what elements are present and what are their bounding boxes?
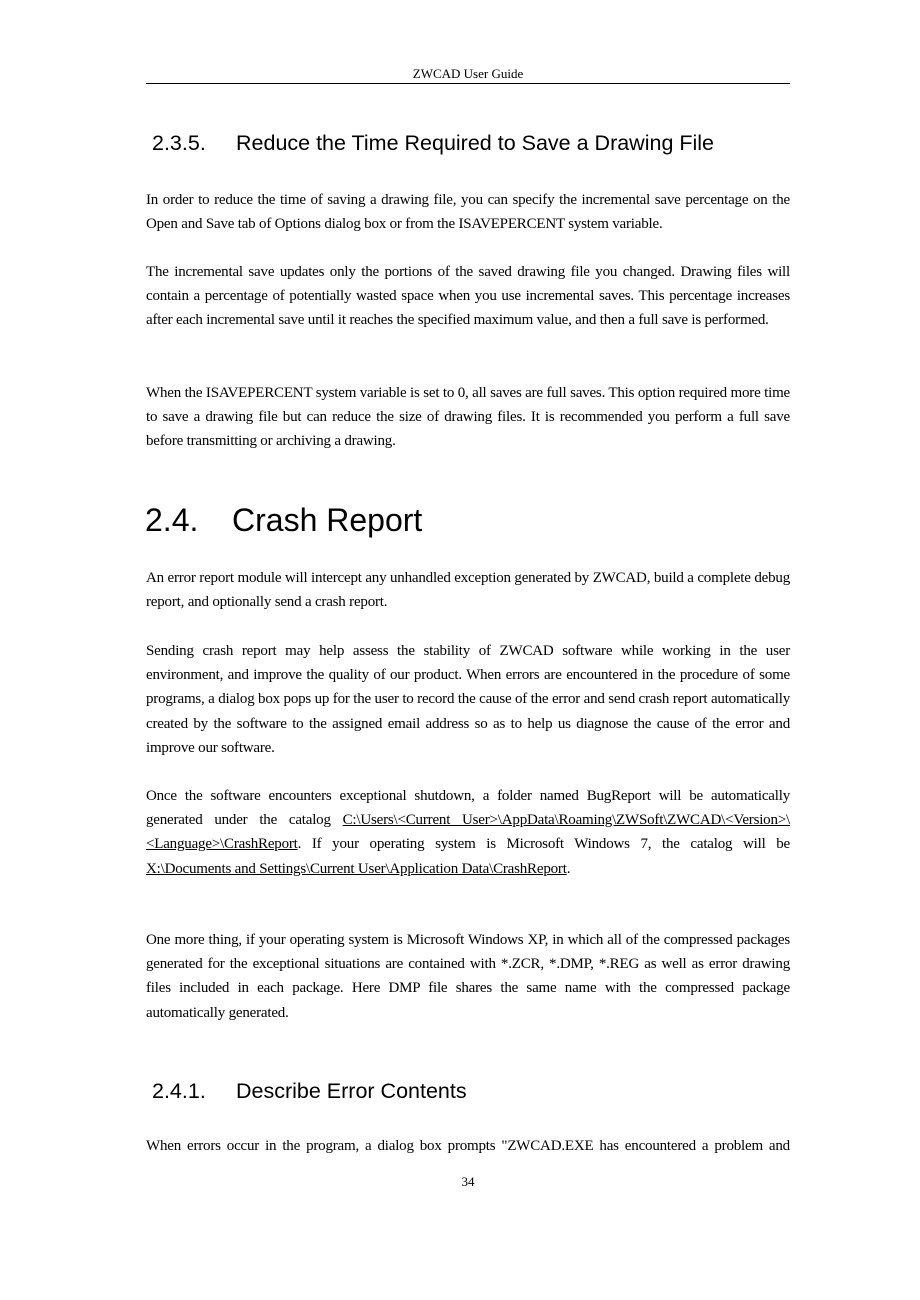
section-number: 2.4.1.	[152, 1079, 206, 1103]
paragraph: One more thing, if your operating system is Microsoft Windows XP, in which all of the compressed packages generated for the exceptional situations are contained with *.ZCR, *.DMP, *.REG as well as error drawing files included in each package. Here DMP file shares the same name with the compressed package automatically generated.	[146, 932, 790, 1021]
path-documents-settings: X:\Documents and Settings\Current User\Application Data\CrashReport	[146, 860, 567, 877]
path-windows-users: C:\Users\<Current User>\AppData\Roaming\ZWSoft\ZWCAD\<Version>\<Language>\CrashReport	[146, 812, 791, 853]
paragraph: An error report module will intercept any unhandled exception generated by ZWCAD, build a complete debug report, and optionally send a crash report.	[146, 570, 790, 611]
section-title: Describe Error Contents	[236, 1079, 467, 1103]
paragraph-crash-folder	[146, 784, 790, 881]
paragraph: When errors occur in the program, a dialog box prompts "ZWCAD.EXE has encountered a problem and	[146, 1138, 790, 1154]
text: .	[566, 860, 571, 877]
section-number: 2.4.	[145, 502, 199, 538]
running-header: ZWCAD User Guide	[412, 66, 524, 81]
paragraph: When the ISAVEPERCENT system variable is set to 0, all saves are full saves. This option required more time to save a drawing file but can reduce the size of drawing files. It is recommended you perform a full save before transmitting or archiving a drawing.	[146, 385, 790, 450]
header-rule	[146, 83, 790, 84]
section-number: 2.3.5.	[152, 131, 206, 155]
text: . If your operating system is Microsoft Windows 7, the catalog will be	[297, 836, 790, 853]
paragraph: In order to reduce the time of saving a drawing file, you can specify the incremental save percentage on the Open and Save tab of Options dialog box or from the ISAVEPERCENT system variable.	[146, 192, 790, 233]
text: Once the software encounters exceptional shutdown, a folder named BugReport will be automatically generated under the catalog	[146, 788, 790, 829]
paragraph: The incremental save updates only the portions of the saved drawing file you changed. Drawing files will contain a percentage of potentially wasted space when you use incremental saves. This percentage increases after each incremental save until it reaches the specified maximum value, and then a full save is performed.	[146, 264, 790, 329]
section-title: Crash Report	[232, 502, 423, 538]
paragraph: Sending crash report may help assess the stability of ZWCAD software while working in the user environment, and improve the quality of our product. When errors are encountered in the procedure of some programs, a dialog box pops up for the user to record the cause of the error and send crash report automatically created by the software to the assigned email address so as to help us diagnose the cause of the error and improve our software.	[146, 643, 790, 756]
section-title: Reduce the Time Required to Save a Drawing File	[236, 131, 715, 155]
page-number: 34	[461, 1174, 475, 1189]
